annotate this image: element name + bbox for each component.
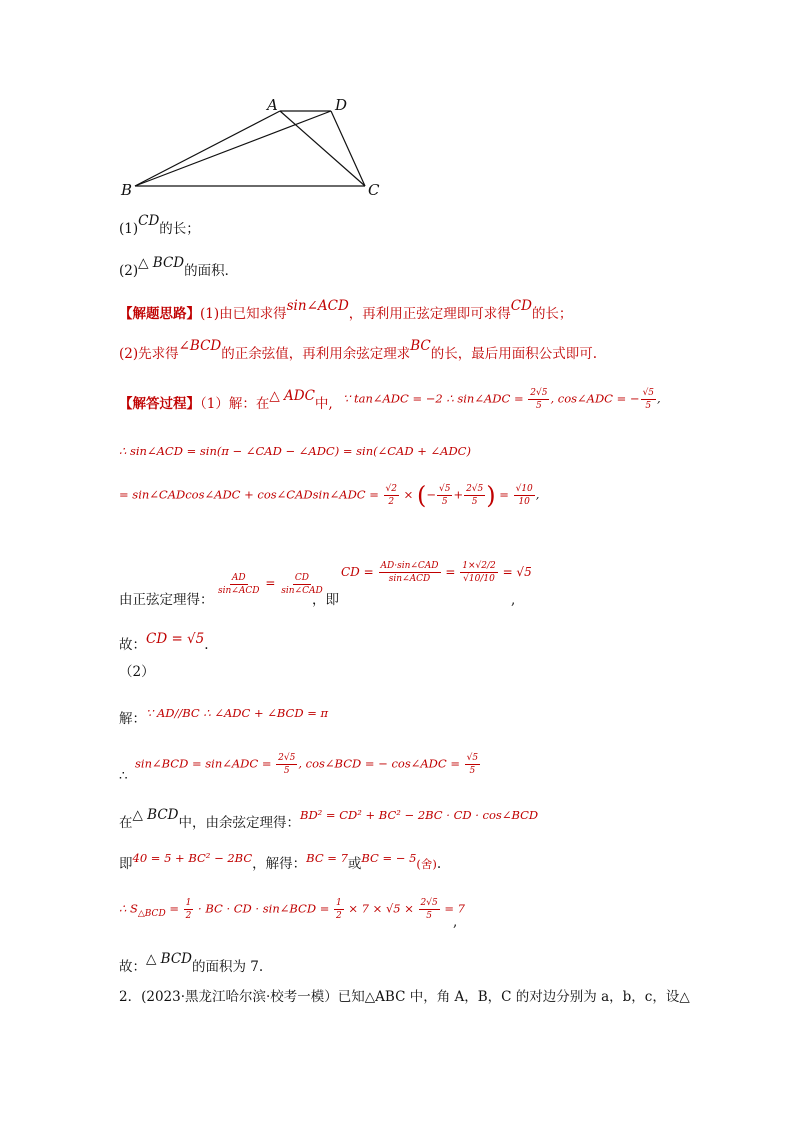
question-1: (1)CD的长； [119, 213, 200, 237]
proc-eq-1: ∵ tan∠ADC = −2 ∴ sin∠ADC = $\frac{2√5}{5}$ , cos∠ADC = − $\frac{√5}{5}$ , [343, 388, 661, 411]
part2-number: （2） [119, 664, 155, 680]
segment-DC [331, 111, 365, 186]
idea-line-2: (2)先求得∠BCD的正余弦值，再利用余弦定理求BC的长，最后用面积公式即可. [119, 338, 598, 362]
part2-jie-line: 解：∵ AD//BC ∴ ∠ADC + ∠BCD = π [119, 706, 329, 727]
next-question: 2．(2023·黑龙江哈尔滨·校考一模）已知△ABC 中，角 A，B，C 的对边分别为 a，b，c，设△ [119, 989, 690, 1005]
proc-eq-3: = sin∠CADcos∠ADC + cos∠CADsin∠ADC = $\frac{√2}{2}$ × (− $\frac{√5}{5}$ + $\frac{2√5}{5}$ ) = $\frac{√10}{10}$ , [119, 481, 540, 510]
cd-result-line: 故：CD = √5. [119, 631, 209, 653]
label-A: A [267, 96, 278, 114]
part2-cos-law-line: 在△ BCD中，由余弦定理得：BD² = CD² + BC² − 2BC · CD · cos∠BCD [119, 807, 539, 831]
sine-law-eq: $\frac{AD}{\text{sin∠ACD}}$ = $\frac{CD}{\text{sin∠CAD}}$ [218, 573, 323, 596]
sine-law-line: 由正弦定理得： [119, 592, 214, 608]
part2-solve-line: 即40 = 5 + BC² − 2BC，解得：BC = 7或BC = − 5(舍). [119, 851, 442, 872]
idea-line-1: 【解题思路】(1)由已知求得sin∠ACD，再利用正弦定理即可求得CD的长； [119, 298, 573, 322]
question-2: (2)△ BCD的面积． [119, 255, 239, 279]
idea-header: 【解题思路】 [119, 306, 200, 322]
proc-eq-2: ∴ sin∠ACD = sin(π − ∠CAD − ∠ADC) = sin(∠CAD + ∠ADC) [119, 444, 471, 458]
q1-symbol: CD [138, 213, 160, 229]
area-comma: , [453, 914, 458, 930]
area-formula: ∴ $S_{\triangle BCD}$ = $\frac{1}{2}$ · BC · CD · sin∠BCD = $\frac{1}{2}$ × 7 × √5 × $\frac{2√5}{5}$ = 7 [119, 898, 465, 921]
segment-AB [135, 111, 280, 186]
part2-therefore: ∴ [119, 768, 128, 784]
label-C: C [368, 181, 380, 199]
cd-derivation: CD = $\frac{\text{AD·sin∠CAD}}{\text{sin∠ACD}}$ = $\frac{1\times√2/2}{√10/10}$ = √5 [341, 561, 532, 584]
part2-sin-cos: sin∠BCD = sin∠ADC = $\frac{2√5}{5}$ , cos∠BCD = − cos∠ADC = $\frac{√5}{5}$ [135, 753, 479, 776]
segment-AC [280, 111, 365, 186]
triangle-figure [0, 0, 794, 200]
segment-BD [135, 111, 331, 186]
label-B: B [121, 181, 133, 199]
cd-comma: , [511, 592, 516, 608]
final-answer: 故：△ BCD的面积为 7. [119, 951, 264, 975]
proc-line-1: 【解答过程】（1）解：在△ ADC中, [119, 388, 333, 412]
q2-symbol: △ BCD [138, 255, 185, 271]
sine-law-then: ，即 [312, 592, 339, 608]
label-D: D [335, 96, 348, 114]
